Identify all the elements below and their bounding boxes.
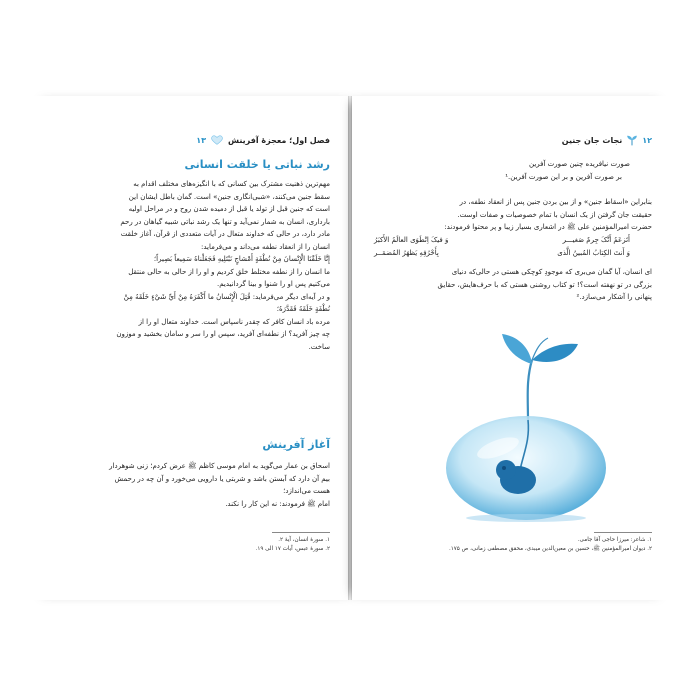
heart-icon [210, 135, 224, 145]
poem-hemistich: وَ فیکَ اِنْطَوَی العالَمُ الأَکبَرُ [374, 236, 449, 244]
footnote: ۱. شاعر: میرزا حاجی آقا جامی. [577, 537, 652, 543]
text-line: بزرگی در تو نهفته است؟! تو کتاب روشنی هستی که با حرف‌هایش، حقایق [437, 280, 652, 289]
page-number: ۱۲ [642, 135, 652, 145]
text-line: ای انسان، آیا گمان می‌بری که موجودِ کوچکی هستی در حالی‌که دنیای [451, 268, 652, 276]
text-line: امام ﷺ فرمودند: نه این کار را نکند. [225, 499, 330, 508]
text-line: پنهانی را آشکار می‌سازد.² [576, 293, 652, 301]
text-line: و در آیه‌ای دیگر می‌فرماید: قُتِلَ الْإِنْسانُ ما أَكْفَرَهُ مِنْ أَيِّ شَيْءٍ خَلَقَهُ مِنْ [123, 292, 330, 301]
body-text [370, 196, 652, 234]
quran-verse: إِنَّا خَلَقْنَا الْإِنْسانَ مِنْ نُطْفَةٍ أَمْشاجٍ نَبْتَلِيهِ فَجَعَلْناهُ سَمِيعاً بَصِيراً؛ [153, 255, 330, 263]
text-line: می‌کنیم پس او را شنوا و بینا گردانیدیم. [217, 280, 330, 288]
section-body [48, 460, 330, 510]
text-line: است که جنین قبل از تولد یا قبل از دمیده شدن روح و در مراحل اولیه [128, 205, 330, 213]
right-page [352, 96, 670, 600]
poem-hemistich: أَتَزعَمُ أَنَّکَ جِرمٌ صَغیـــر [562, 236, 630, 244]
text-line: هست می‌اندازد؛ [283, 487, 330, 495]
text-line: سقط جنین می‌کنند، «شبی‌انگاری جنین» است. گمان باطل ایشان این [128, 192, 330, 201]
text-line: حقیقت جان گرفتن از یک انسان با تمام خصوصیات و صفات اوست. [457, 210, 652, 219]
footnote-divider [594, 532, 652, 533]
poem-row [374, 249, 630, 262]
section-heading: آغاز آفرینش [262, 438, 330, 451]
footnotes [370, 536, 652, 554]
page-number: ۱۳ [196, 135, 207, 145]
text-line: بر صورت آفرین و بر این صورت آفرین.¹ [505, 172, 622, 181]
section-body [48, 178, 330, 353]
page-header [48, 132, 330, 148]
text-line: مرده باد انسان کافر که چقدر ناسپاس است. خداوند متعال او را از [138, 317, 330, 326]
book-title: نجات جان جنین [561, 135, 623, 145]
quran-verse: نُطْفَةٍ خَلَقَهُ فَقَدَّرَهُ؛ [276, 305, 330, 313]
poem-row [374, 236, 630, 249]
footnote: ۲. دیوان امیرالمؤمنین ﷺ، حسین بن معین‌الدین میبدی، محقق مصطفی زمانی، ص ۱۷۵. [449, 546, 652, 552]
body-text [370, 266, 652, 304]
footnote-divider [272, 532, 330, 533]
footnote: ۲. سورهٔ عبس، آیات ۱۷ الی ۱۹. [255, 546, 330, 552]
text-line: بیم آن دارد که آبستن باشد و شربتی یا دارویی می‌خورد و آن چه در رحمش [114, 474, 330, 483]
page-header [370, 132, 652, 148]
text-line: ساخت. [308, 342, 330, 351]
text-line: بنابراین «اسقاط جنین» و از بین بردن جنین پس از انعقاد نطفه، در [459, 198, 652, 206]
poem-hemistich: بِأَحْرُفِهِ یَظهَرُ المُضمَــر [374, 248, 439, 257]
text-line: انسان را از انعقاد نطفه می‌داند و می‌فرماید: [201, 242, 330, 251]
text-line: مادر دارد، در حالی که خداوند متعال در آیات متعددی از قرآن، آغاز خلقت [120, 230, 330, 238]
text-line: صورت نیافریده چنین صورت آفرین [529, 160, 630, 168]
text-line: حضرت امیرالمؤمنین علی ﷺ در اشعاری بسیار زیبا و پر محتوا فرمودند: [444, 223, 652, 231]
footnote: ۱. سورهٔ انسان، آیهٔ ۲. [278, 537, 330, 543]
text-line: ما انسان را از نطفه مختلط خلق کردیم و او را از حالی به حالی منتقل [128, 267, 330, 276]
sprout-icon [626, 134, 638, 146]
chapter-title: فصل اول؛ معجزهٔ آفرینش [228, 135, 330, 145]
intro-verse [370, 158, 630, 183]
poem-hemistich: وَ أَنتَ الکِتابُ المُبینُ الَّذی [557, 248, 630, 257]
left-page [30, 96, 348, 600]
fetus-bubble-illustration [428, 320, 624, 524]
text-line: چه چیز آفرید؟ از نطفه‌ای آفرید، سپس او را سر و سامان بخشید و موزون [116, 330, 330, 338]
section-heading: رشد نباتی یا خلقت انسانی [184, 158, 330, 171]
text-line: بارداری، انسان به شمار نمی‌آید و تنها یک رشد نباتی شبیه گیاهان در رحم [120, 217, 330, 226]
footnotes [48, 536, 330, 554]
text-line: اسحاق بن عمار می‌گوید به امام موسی کاظم ﷺ عرض کردم؛ زنی شوهردار [109, 462, 330, 470]
poem [374, 236, 630, 261]
text-line: مهم‌ترین ذهنیت مشترک بین کسانی که با انگیزه‌های مختلف اقدام به [133, 180, 330, 188]
